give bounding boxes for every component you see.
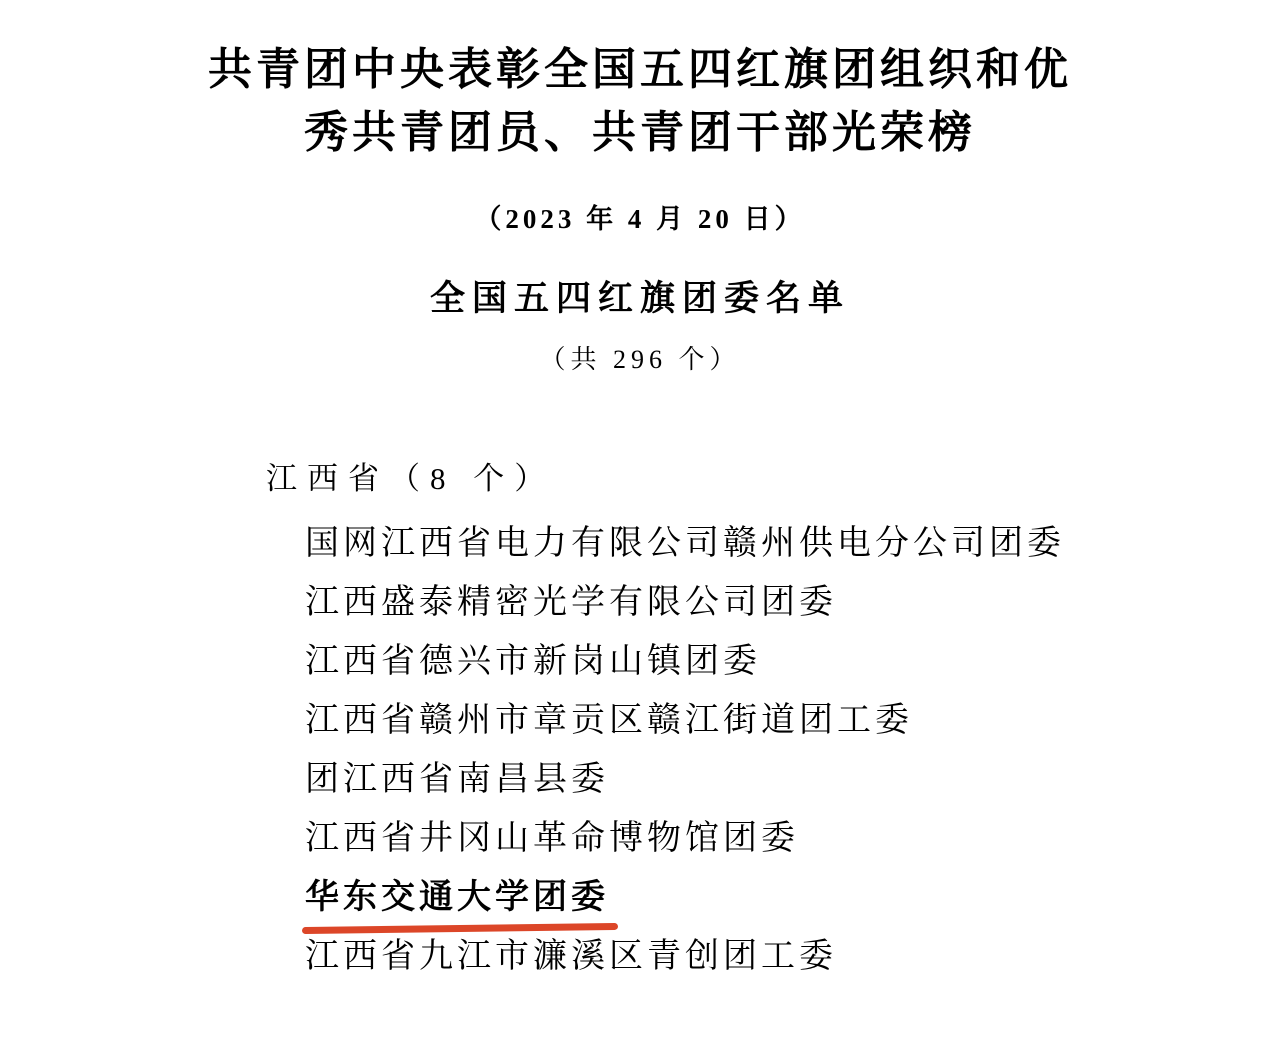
committee-list — [305, 514, 1280, 986]
list-item: 江西省德兴市新岗山镇团委 — [305, 643, 761, 680]
list-item: 国网江西省电力有限公司赣州供电分公司团委 — [305, 525, 1065, 562]
section-title: 全国五四红旗团委名单 — [429, 279, 850, 318]
list-item: 江西省井冈山革命博物馆团委 — [305, 820, 799, 857]
list-item: 团江西省南昌县委 — [305, 761, 609, 798]
document-page — [0, 38, 1280, 1055]
highlighted-committee-text: 华东交通大学团委 — [305, 879, 609, 916]
section-count: （共 296 个） — [539, 345, 741, 374]
document-title — [70, 38, 1210, 164]
province-heading: 江西省（8 个） — [266, 461, 556, 496]
document-title-line-2: 秀共青团员、共青团干部光荣榜 — [304, 108, 976, 157]
list-item: 江西省赣州市章贡区赣江街道团工委 — [305, 702, 913, 739]
list-item-highlighted — [305, 868, 1280, 927]
list-item: 江西省九江市濂溪区青创团工委 — [305, 938, 837, 975]
list-item: 江西盛泰精密光学有限公司团委 — [305, 584, 837, 621]
document-date: （2023 年 4 月 20 日） — [474, 204, 806, 234]
document-title-line-1: 共青团中央表彰全国五四红旗团组织和优 — [208, 45, 1072, 94]
